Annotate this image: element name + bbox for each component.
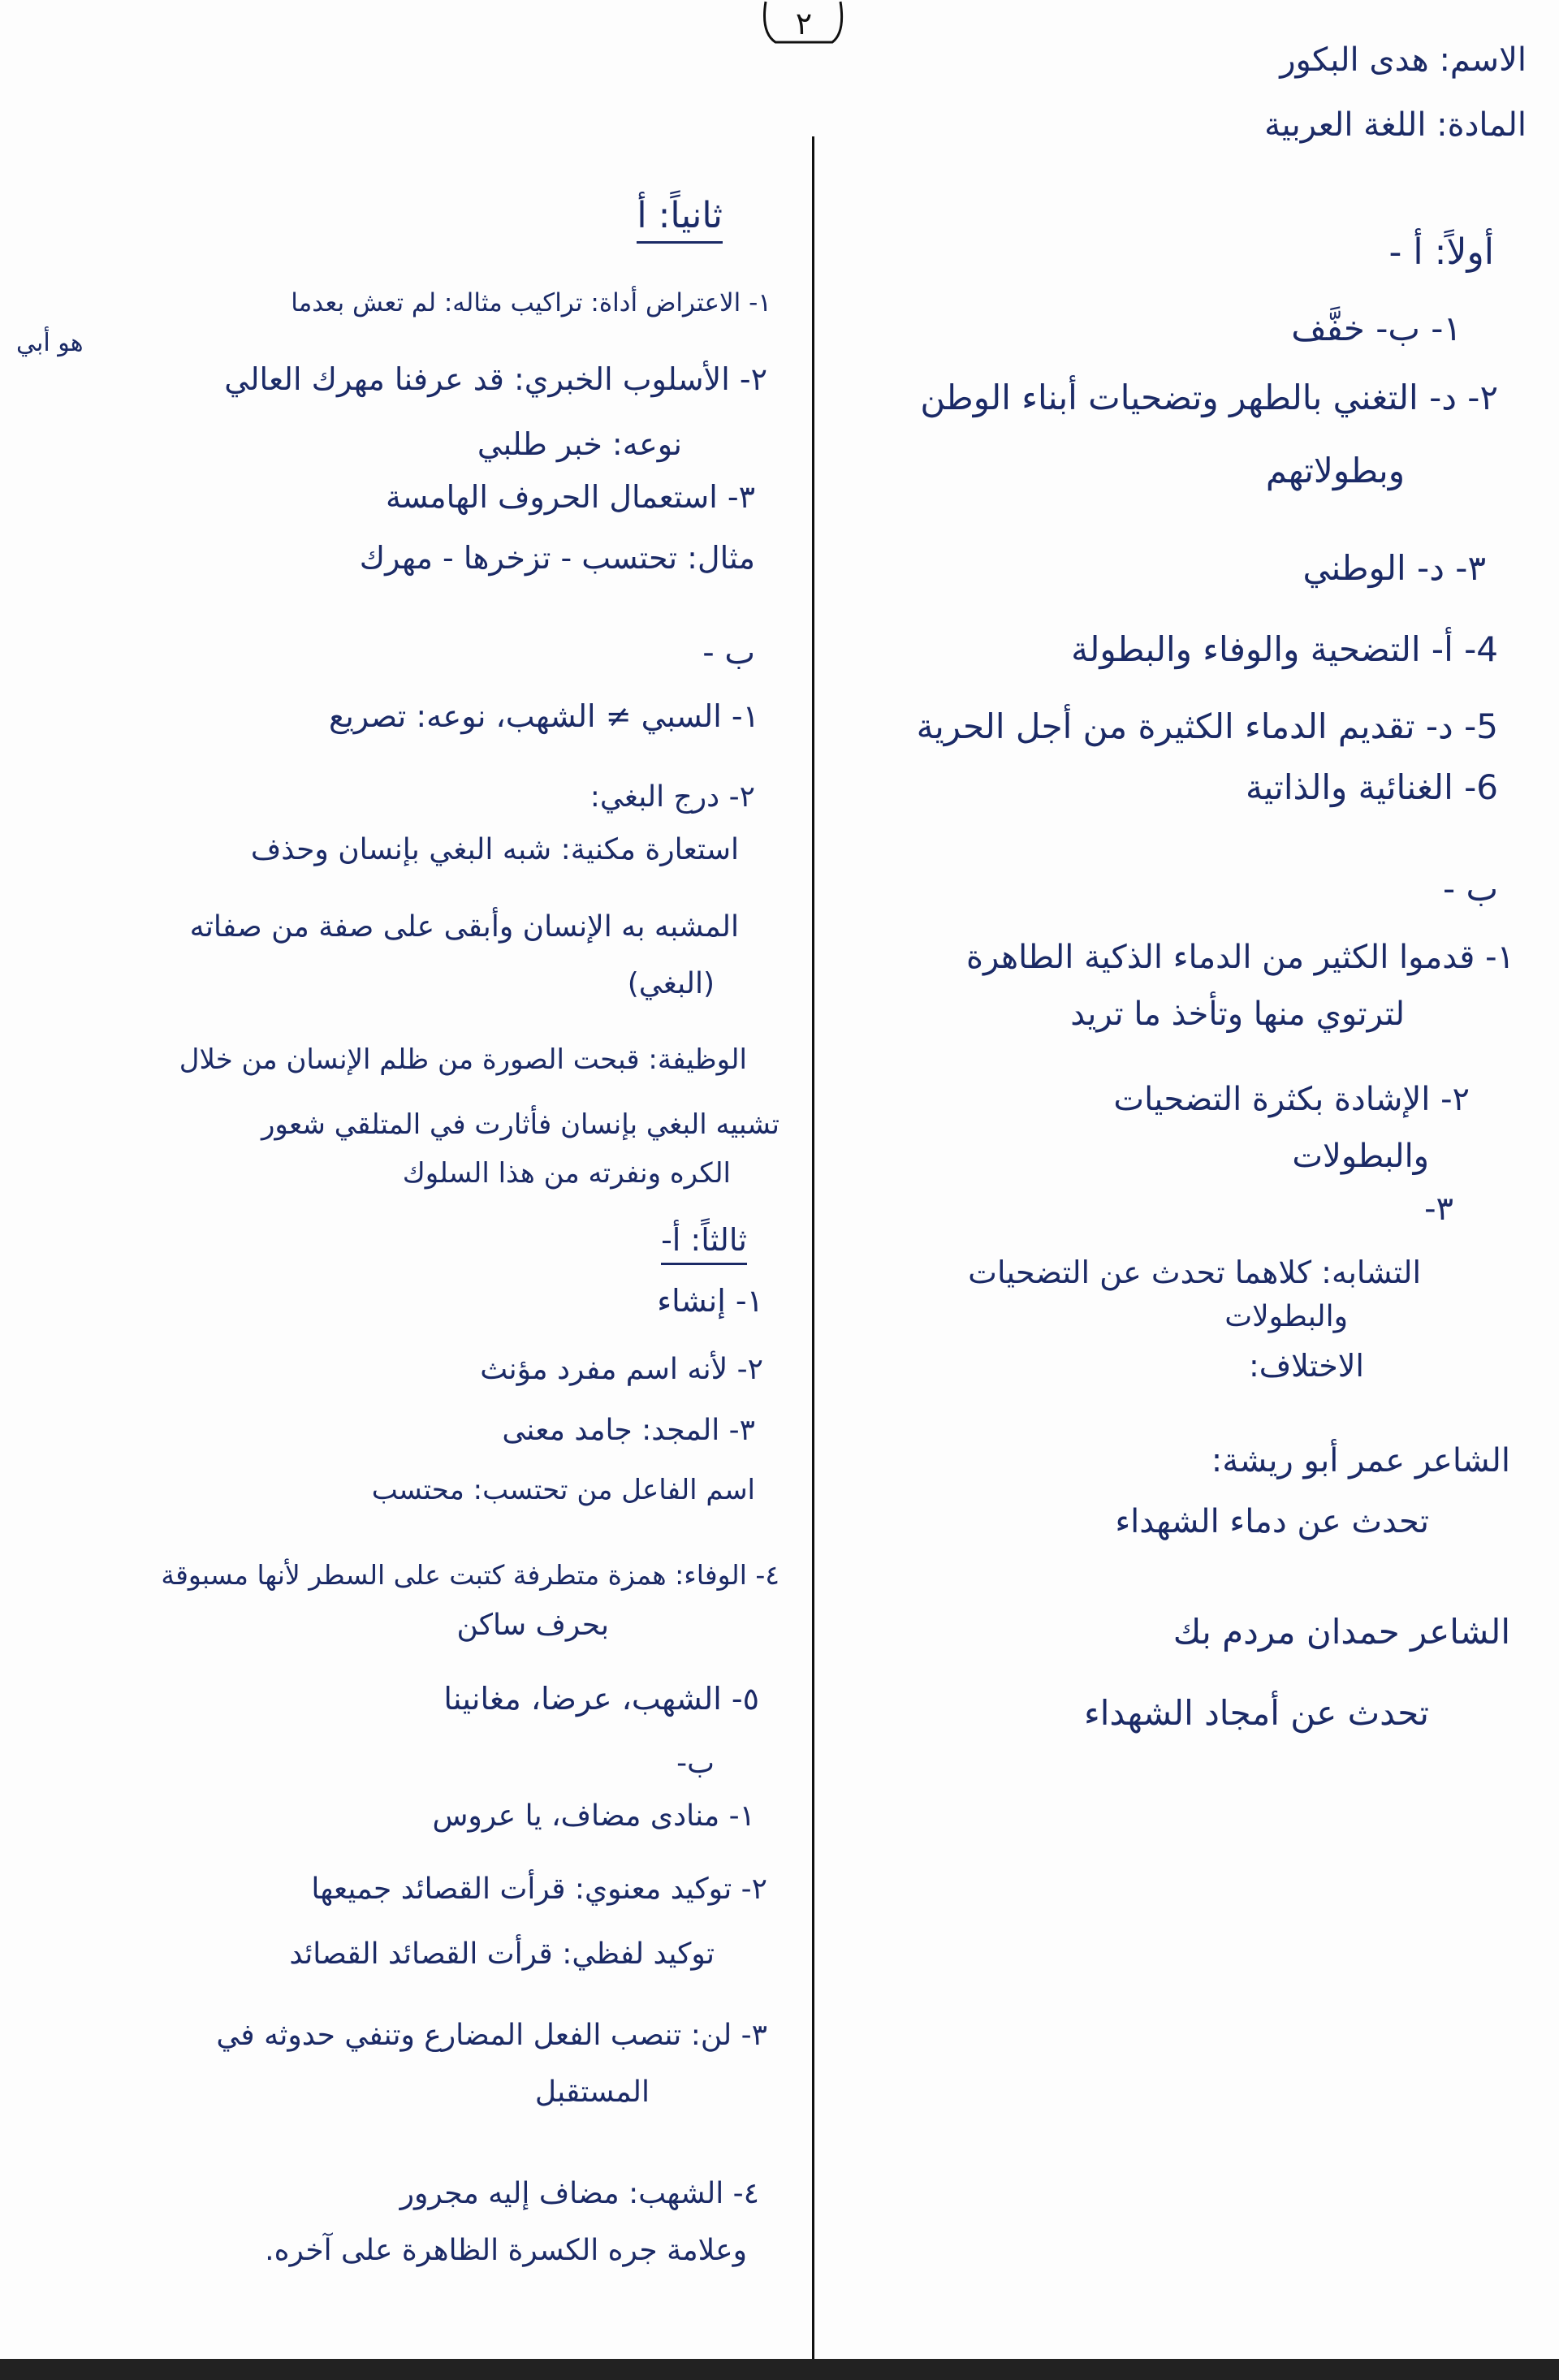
section-heading-b: ب - <box>1442 869 1498 909</box>
answer-line: ٤- الشهب: مضاف إليه مجرور <box>399 2177 759 2210</box>
answer-line: الشاعر حمدان مردم بك <box>1172 1612 1510 1652</box>
answer-line: تحدث عن أمجاد الشهداء <box>1083 1693 1429 1733</box>
answer-line: 4- أ- التضحية والوفاء والبطولة <box>1071 629 1498 669</box>
answer-line: ٣- المجد: جامد معنى <box>502 1414 755 1447</box>
answer-line: ٢- الأسلوب الخبري: قد عرفنا مهرك العالي <box>224 361 767 397</box>
answer-line: استعارة مكنية: شبه البغي بإنسان وحذف <box>250 833 739 866</box>
answer-line: الوظيفة: قبحت الصورة من ظلم الإنسان من خلال <box>179 1043 747 1076</box>
answer-line: ١- إنشاء <box>657 1283 763 1319</box>
answer-line: تحدث عن دماء الشهداء <box>1115 1503 1429 1540</box>
answer-line: ٣- <box>1424 1190 1453 1228</box>
answer-line: بحرف ساكن <box>456 1609 609 1642</box>
answer-line: ١- قدموا الكثير من الدماء الذكية الطاهرة <box>966 939 1514 976</box>
page-number: ٢ <box>795 6 813 41</box>
answer-line: وبطولاتهم <box>1265 451 1405 490</box>
answer-line: الكره ونفرته من هذا السلوك <box>402 1157 731 1190</box>
answer-line: والبطولات <box>1224 1300 1348 1333</box>
section-heading-b: ب- <box>676 1747 715 1780</box>
answer-line: مثال: تحتسب - تزخرها - مهرك <box>359 540 755 576</box>
answer-line: ٢- لأنه اسم مفرد مؤنث <box>480 1353 763 1386</box>
answer-line: ٣- د- الوطني <box>1302 548 1486 588</box>
subject-line: المادة: اللغة العربية <box>1264 106 1527 144</box>
page-number-badge <box>759 0 849 49</box>
answer-line: وعلامة جره الكسرة الظاهرة على آخره. <box>265 2234 747 2267</box>
student-name: الاسم: هدى البكور <box>1280 41 1527 79</box>
section-heading-3: ثالثاً: أ- <box>661 1222 747 1265</box>
answer-line: ١- منادى مضاف، يا عروس <box>432 1799 755 1833</box>
answer-line: ١- السبي ≠ الشهب، نوعه: تصريع <box>328 698 759 734</box>
answer-line: ٢- د- التغني بالطهر وتضحيات أبناء الوطن <box>920 378 1498 417</box>
answer-line: ٢- الإشادة بكثرة التضحيات <box>1113 1081 1470 1118</box>
scan-bottom-edge <box>0 2359 1559 2380</box>
answer-line: لترتوي منها وتأخذ ما تريد <box>1070 996 1405 1033</box>
answer-line: توكيد لفظي: قرأت القصائد القصائد <box>289 1937 715 1971</box>
answer-line: تشبيه البغي بإنسان فأثارت في المتلقي شعور <box>261 1108 780 1141</box>
answer-line: ١- ب- خفَّف <box>1291 309 1462 348</box>
answer-line: والبطولات <box>1292 1138 1429 1175</box>
answer-line: المشبه به الإنسان وأبقى على صفة من صفاته <box>189 910 739 944</box>
answer-line: ٢- توكيد معنوي: قرأت القصائد جميعها <box>311 1872 767 1906</box>
answer-line: هو أبي <box>16 329 84 357</box>
answer-line: ٣- استعمال الحروف الهامسة <box>386 479 755 515</box>
column-divider <box>812 136 814 2361</box>
section-heading-b: ب - <box>702 634 755 672</box>
answer-line: المستقبل <box>534 2075 650 2109</box>
answer-line: ٥- الشهب، عرضا، مغانينا <box>443 1681 759 1717</box>
answer-line: الشاعر عمر أبو ريشة: <box>1211 1442 1510 1479</box>
answer-line: 5- د- تقديم الدماء الكثيرة من أجل الحرية <box>916 706 1498 746</box>
section-heading-1: أولاً: أ - <box>1388 231 1494 273</box>
answer-line: 6- الغنائية والذاتية <box>1245 767 1498 807</box>
section-heading-2: ثانياً: أ <box>637 195 723 244</box>
answer-line: اسم الفاعل من تحتسب: محتسب <box>371 1474 755 1506</box>
answer-line: ٢- درج البغي: <box>589 780 755 814</box>
answer-line: (البغي) <box>627 967 715 1000</box>
answer-line: ٣- لن: تنصب الفعل المضارع وتنفي حدوثه في <box>216 2019 767 2052</box>
answer-line: التشابه: كلاهما تحدث عن التضحيات <box>968 1255 1421 1290</box>
answer-line: ٤- الوفاء: همزة متطرفة كتبت على السطر لأنها مسبوقة <box>161 1559 780 1591</box>
answer-line: ١- الاعتراض أداة: تراكيب مثاله: لم تعش بعدما <box>291 288 771 317</box>
answer-line: نوعه: خبر طلبي <box>477 426 682 462</box>
answer-line: الاختلاف: <box>1248 1348 1364 1384</box>
